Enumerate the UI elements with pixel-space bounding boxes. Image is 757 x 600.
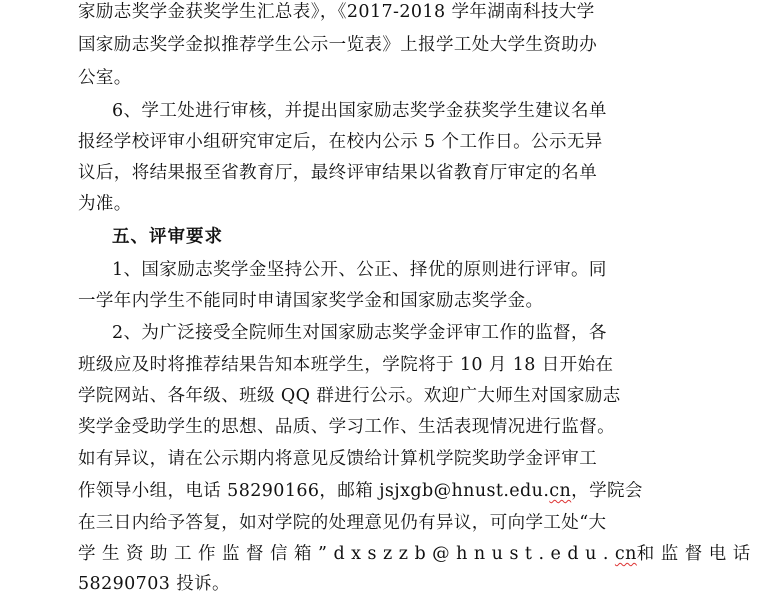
text-line-3: 公室。 [78,68,132,88]
text-line-16 [78,476,678,507]
text-line-15: 如有异议，请在公示期内将意见反馈给计算机学院奖助学金评审工 [78,449,598,469]
text-line-7: 为准。 [78,194,132,214]
text-line-18 [78,539,757,570]
text-line-18-end: 和监督电话 [636,544,757,564]
text-line-18-start: 学生资助工作监督信箱”dxszzb@hnust.edu. [78,544,615,564]
text-line-12: 班级应及时将推荐结果告知本班学生，学院将于 10 月 18 日开始在 [78,355,614,375]
text-line-19: 58290703 投诉。 [78,574,230,594]
text-line-14: 奖学金受助学生的思想、品质、学习工作、生活表现情况进行监督。 [78,417,615,437]
text-line-5: 报经学校评审小组研究审定后，在校内公示 5 个工作日。公示无异 [78,132,603,152]
text-line-17: 在三日内给予答复，如对学院的处理意见仍有异议，可向学工处“大 [78,513,607,533]
text-line-6: 议后，将结果报至省教育厅，最终评审结果以省教育厅审定的名单 [78,163,598,183]
email-domain-suffix: cn [549,481,572,501]
text-line-13: 学院网站、各年级、班级 QQ 群进行公示。欢迎广大师生对国家励志 [78,386,621,406]
text-line-10: 一学年内学生不能同时申请国家奖学金和国家励志奖学金。 [78,291,544,311]
text-line-16-start: 作领导小组，电话 58290166，邮箱 jsjxgb@hnust.edu. [78,481,550,501]
section-heading: 五、评审要求 [112,227,223,247]
text-line-16-end: ，学院会 [571,481,643,501]
text-line-2: 国家励志奖学金拟推荐学生公示一览表》上报学工处大学生资助办 [78,35,598,55]
email-domain-suffix-2: cn [614,544,637,564]
text-line-11: 2、为广泛接受全院师生对国家励志奖学金评审工作的监督，各 [112,323,607,343]
text-line-9: 1、国家励志奖学金坚持公开、公正、择优的原则进行评审。同 [112,260,607,280]
text-line-4: 6、学工处进行审核，并提出国家励志奖学金获奖学生建议名单 [112,101,607,121]
text-line-1: 家励志奖学金获奖学生汇总表》，《2017-2018 学年湖南科技大学 [78,2,595,22]
